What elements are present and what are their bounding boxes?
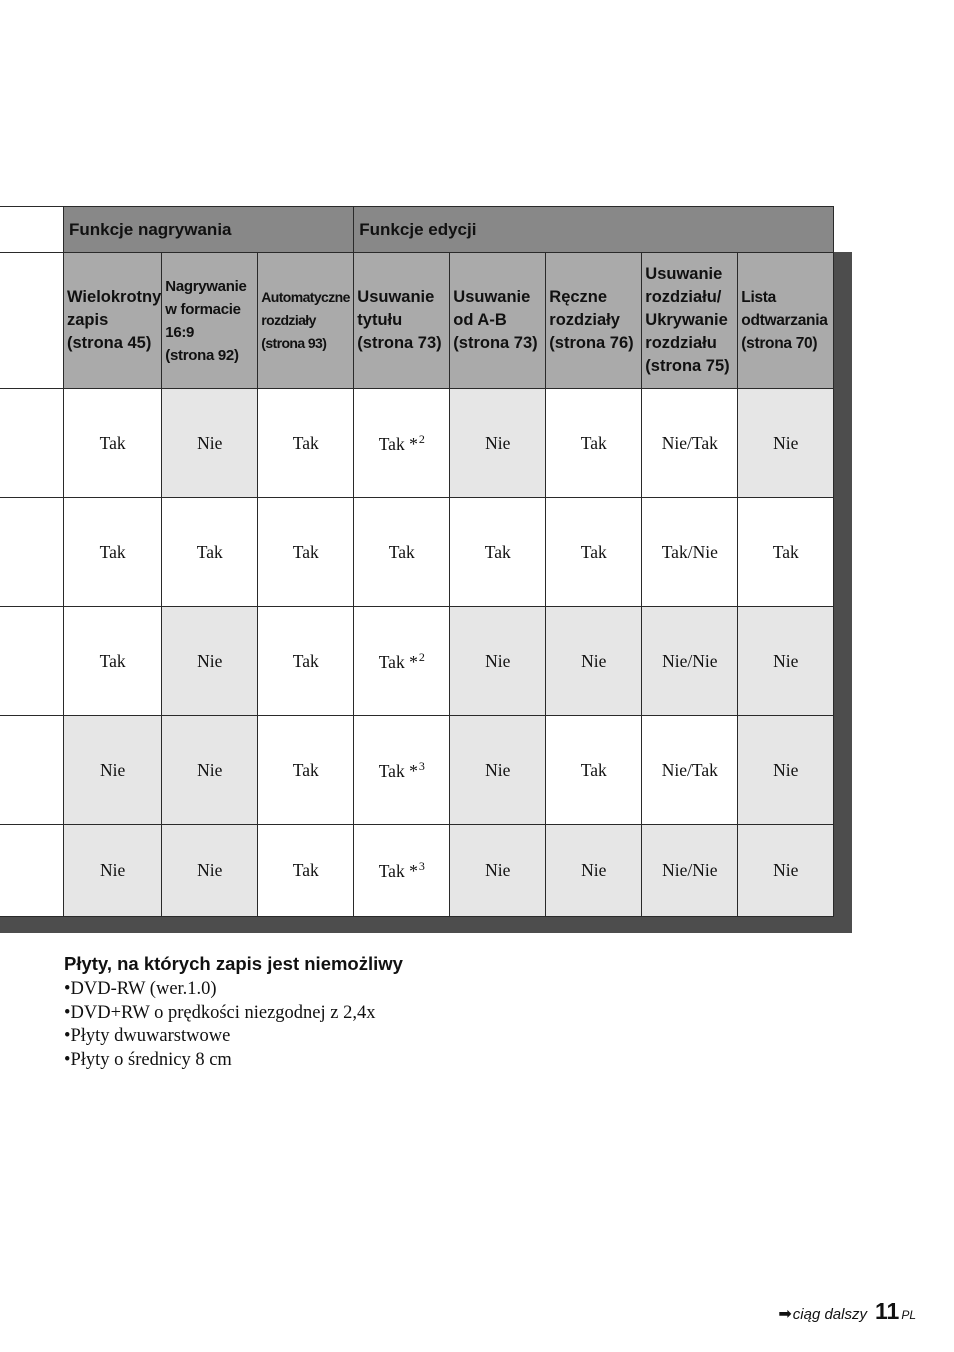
table-cell: Nie (64, 716, 162, 825)
arrow-right-icon: ➡ (778, 1304, 792, 1323)
list-item: •Płyty dwuwarstwowe (64, 1026, 231, 1046)
page-footer (778, 1298, 916, 1325)
row-label-cell (0, 498, 64, 607)
table-cell: Nie (450, 825, 546, 917)
list-item: •DVD+RW o prędkości niezgodnej z 2,4x (64, 1002, 376, 1023)
row-label-cell (0, 716, 64, 825)
table-row (0, 716, 834, 825)
column-header-multiple-recording: Wielokrotny zapis (strona 45) (64, 253, 162, 389)
table-row (0, 389, 834, 498)
table-cell: Tak (64, 389, 162, 498)
table-cell: Tak (258, 389, 354, 498)
table-cell: Nie/Tak (642, 716, 738, 825)
table-cell: Nie (64, 825, 162, 917)
page-number: 11 (874, 1298, 900, 1324)
table-cell: Tak (64, 498, 162, 607)
table-cell: Nie (450, 607, 546, 716)
footnote-marker: 3 (418, 758, 425, 773)
continued-label: ciąg dalszy (792, 1306, 867, 1323)
group-header-recording: Funkcje nagrywania (64, 207, 354, 253)
disc-functions-table (0, 206, 834, 917)
table-row (0, 498, 834, 607)
table-cell: Tak (258, 607, 354, 716)
row-label-cell (0, 825, 64, 917)
table-cell: Tak (546, 716, 642, 825)
table-cell: Nie (162, 607, 258, 716)
table-cell: Tak (546, 389, 642, 498)
bullet-list (64, 978, 403, 1072)
table-cell: Tak (450, 498, 546, 607)
table-cell: Nie/Tak (642, 389, 738, 498)
footnote-marker: 2 (418, 649, 425, 664)
table-cell: Nie (162, 825, 258, 917)
column-header-ab-erase: Usuwanie od A-B (strona 73) (450, 253, 546, 389)
column-header-manual-chapters: Ręczne rozdziały (strona 76) (546, 253, 642, 389)
column-header-16-9-recording: Nagrywanie w formacie 16:9 (strona 92) (162, 253, 258, 389)
table-cell: Tak *$^3$ (354, 716, 450, 825)
column-header-title-delete: Usuwanie tytułu (strona 73) (354, 253, 450, 389)
table-cell: Nie (450, 389, 546, 498)
language-code: PL (901, 1308, 916, 1322)
table-cell: Tak (258, 825, 354, 917)
table-cell: Tak (738, 498, 834, 607)
table-cell: Nie (162, 716, 258, 825)
section-heading: Płyty, na których zapis jest niemożliwy (64, 953, 403, 974)
table-cell: Nie/Nie (642, 607, 738, 716)
table-cell: Tak (64, 607, 162, 716)
column-header-chapter-delete-hide: Usuwanie rozdziału/ Ukrywanie rozdziału (strona 75) (642, 253, 738, 389)
table-cell: Tak *$^3$ (354, 825, 450, 917)
table-cell: Nie (450, 716, 546, 825)
column-header-playlist: Lista odtwarzania (strona 70) (738, 253, 834, 389)
table-cell: Nie (738, 607, 834, 716)
table-cell: Tak (162, 498, 258, 607)
table-cell: Tak/Nie (642, 498, 738, 607)
table-cell: Nie (738, 825, 834, 917)
row-label-cell (0, 607, 64, 716)
table-cell: Tak (258, 498, 354, 607)
table-cell: Nie (162, 389, 258, 498)
table-cell: Nie (738, 389, 834, 498)
table-cell: Tak (546, 498, 642, 607)
footnote-marker: 2 (418, 431, 425, 446)
table-row (0, 607, 834, 716)
list-item: •DVD-RW (wer.1.0) (64, 979, 217, 999)
row-label-subheader-blank (0, 253, 64, 389)
row-label-header-blank (0, 207, 64, 253)
table-row (0, 825, 834, 917)
column-header-auto-chapters: Automatyczne rozdziały (strona 93) (258, 253, 354, 389)
table-cell: Nie (738, 716, 834, 825)
table-cell: Nie (546, 825, 642, 917)
table-cell: Tak *$^2$ (354, 607, 450, 716)
row-label-cell (0, 389, 64, 498)
table-cell: Tak *$^2$ (354, 389, 450, 498)
table-cell: Nie (546, 607, 642, 716)
footnote-marker: 3 (418, 859, 425, 873)
table-cell: Tak (258, 716, 354, 825)
unrecordable-discs-section (64, 953, 403, 1072)
table-cell: Tak (354, 498, 450, 607)
list-item: •Płyty o średnicy 8 cm (64, 1049, 232, 1070)
table-cell: Nie/Nie (642, 825, 738, 917)
group-header-editing: Funkcje edycji (354, 207, 834, 253)
